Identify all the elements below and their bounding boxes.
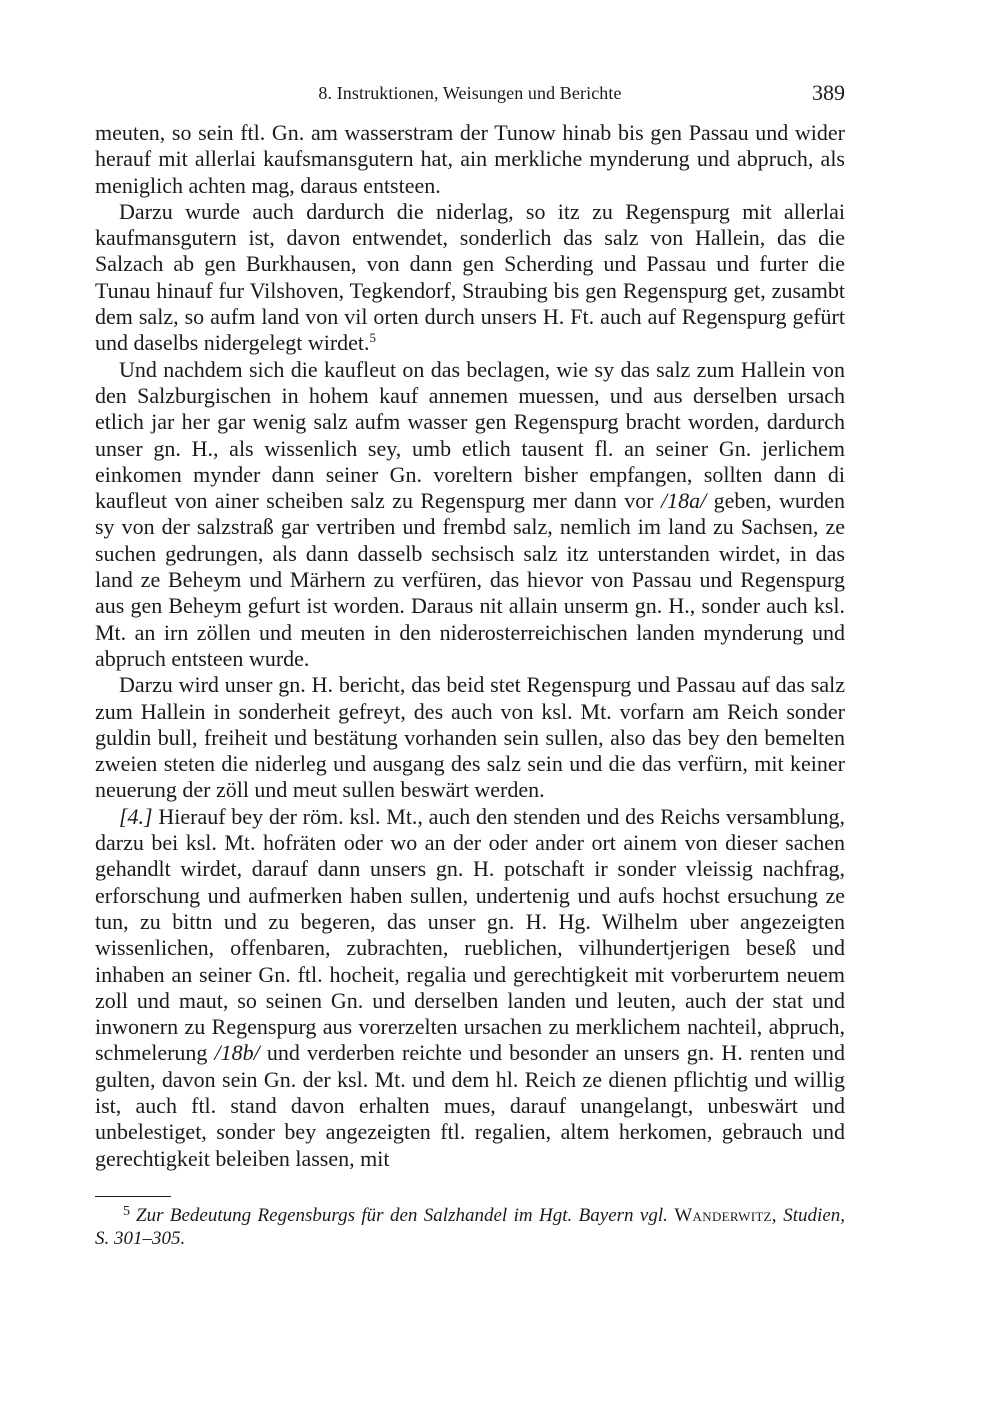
footnote-text-a: Zur Bedeutung Regensburgs für den Salzhandel im Hgt. Bayern vgl. — [136, 1205, 668, 1226]
footnote-text-b: Studien, S. 301–305. — [95, 1205, 846, 1249]
folio-marker-18a: /18a/ — [660, 488, 707, 514]
folio-marker-18b: /18b/ — [214, 1040, 260, 1066]
footnote-5 — [95, 1204, 845, 1250]
paragraph-2 — [95, 199, 845, 357]
footnote-number: 5 — [123, 1204, 130, 1219]
paragraph-4-text: Darzu wird unser gn. H. bericht, das beid stet Regenspurg und Passau auf das salz zum Hallein in sonderheit gefreyt, des auch von ksl. Mt. vorfarn am Reich sonder guldin bull, freiheit und bestätung vorhanden sein sullen, also das bey den bemelten zweien steten die niderleg und ausgang des salz sein und die das verfürn, mit keiner neuerung der zöll und meut sullen beswärt werden. — [95, 672, 845, 803]
paragraph-3-text-a: Und nachdem sich die kaufleut on das beclagen, wie sy das salz zum Hallein von den Salzburgischen in hohem kauf annemen muessen, und aus derselben ursach etlich jar her gar wenig salz aufm wasser gen Regenspurg bracht worden, dardurch unser gn. H., als wissenlich sey, umb etlich tausent fl. an seiner Gn. jerlichem einkomen mynder dann seiner Gn. voreltern bisher empfangen, sollten dann di kaufleut von ainer scheiben salz zu Regenspurg mer dann vor — [95, 356, 845, 514]
footnote-divider — [95, 1196, 171, 1197]
paragraph-3-text-b: geben, wurden sy von der salzstraß gar vertriben und frembd salz, nemlich im land zu Sachsen, ze suchen gedrungen, als dann dasselb sechsisch salz itz unterstanden wirdet, in das land ze Beheym und Märhern zu verfüren, das hievor von Passau und Regenspurg aus gen Beheym gefurt ist worden. Daraus nit allain unserm gn. H., sonder auch ksl. Mt. an irn zöllen und meuten in den niderosterreichischen landen mynderung und abpruch entsteen wurde. — [95, 488, 845, 671]
paragraph-5-text-b: und verderben reichte und besonder an unsers gn. H. renten und gulten, davon sein Gn. der ksl. Mt. und dem hl. Reich ze dienen pflichtig und willig ist, auch ftl. stand davon erhalten mues, darauf unangelangt, unbeswärt und unbelestiget, sonder bey angezeigten ftl. regalien, altem herkomen, gebrauch und gerechtigkeit beleiben lassen, mit — [95, 1040, 845, 1171]
paragraph-1 — [95, 120, 845, 199]
paragraph-3 — [95, 357, 845, 673]
running-head — [95, 80, 845, 110]
page-number: 389 — [812, 80, 845, 105]
footnote-author: Wanderwitz, — [674, 1205, 777, 1226]
paragraph-1-text: meuten, so sein ftl. Gn. am wasserstram der Tunow hinab bis gen Passau und wider herauf mit allerlai kaufsmansgutern hat, ain merkliche mynderung und abpruch, als meniglich achten mag, daraus entsteen. — [95, 120, 845, 198]
section-marker: [4.] — [119, 803, 153, 829]
body-text — [95, 120, 845, 1172]
paragraph-2-text: Darzu wurde auch dardurch die niderlag, so itz zu Regenspurg mit allerlai kaufmansgutern ist, davon entwendet, sonderlich das salz von Hallein, das die Salzach ab gen Burkhausen, von dann gen Scherding und Passau und furter die Tunau hinauf fur Vilshoven, Tegkendorf, Straubing bis gen Regenspurg get, zusambt dem salz, so aufm land von vil orten durch unsers H. Ft. auch auf Regenspurg gefürt und daselbs nidergelegt wirdet. — [95, 198, 845, 356]
running-title: 8. Instruktionen, Weisungen und Berichte — [318, 83, 622, 103]
footnote-reference: 5 — [369, 330, 377, 346]
paragraph-5-text-a: Hierauf bey der röm. ksl. Mt., auch den stenden und des Reichs versamblung, darzu bei ksl. Mt. hofräten oder wo an der oder ander ort ainem von dieser sachen gehandlt wirdet, darauf dann unsers gn. H. potschaft ir sonder vleissig nachfrag, erforschung und aufmerken haben sullen, undertenig und aufs hochst ersuchung ze tun, zu bittn und zu begeren, das unser gn. H. Hg. Wilhelm uber angezeigten wissenlichen, offenbaren, zubrachten, rueblichen, vilhundertjerigen beseß und inhaben an seiner Gn. ftl. hocheit, regalia und gerechtigkeit mit vorberurtem neuem zoll und maut, so seinen Gn. und derselben landen und leuten, auch der stat und inwonern zu Regenspurg aus vorerzelten ursachen zu merklichem nachteil, abpruch, schmelerung — [95, 803, 845, 1066]
paragraph-4 — [95, 672, 845, 803]
paragraph-5 — [95, 804, 845, 1172]
